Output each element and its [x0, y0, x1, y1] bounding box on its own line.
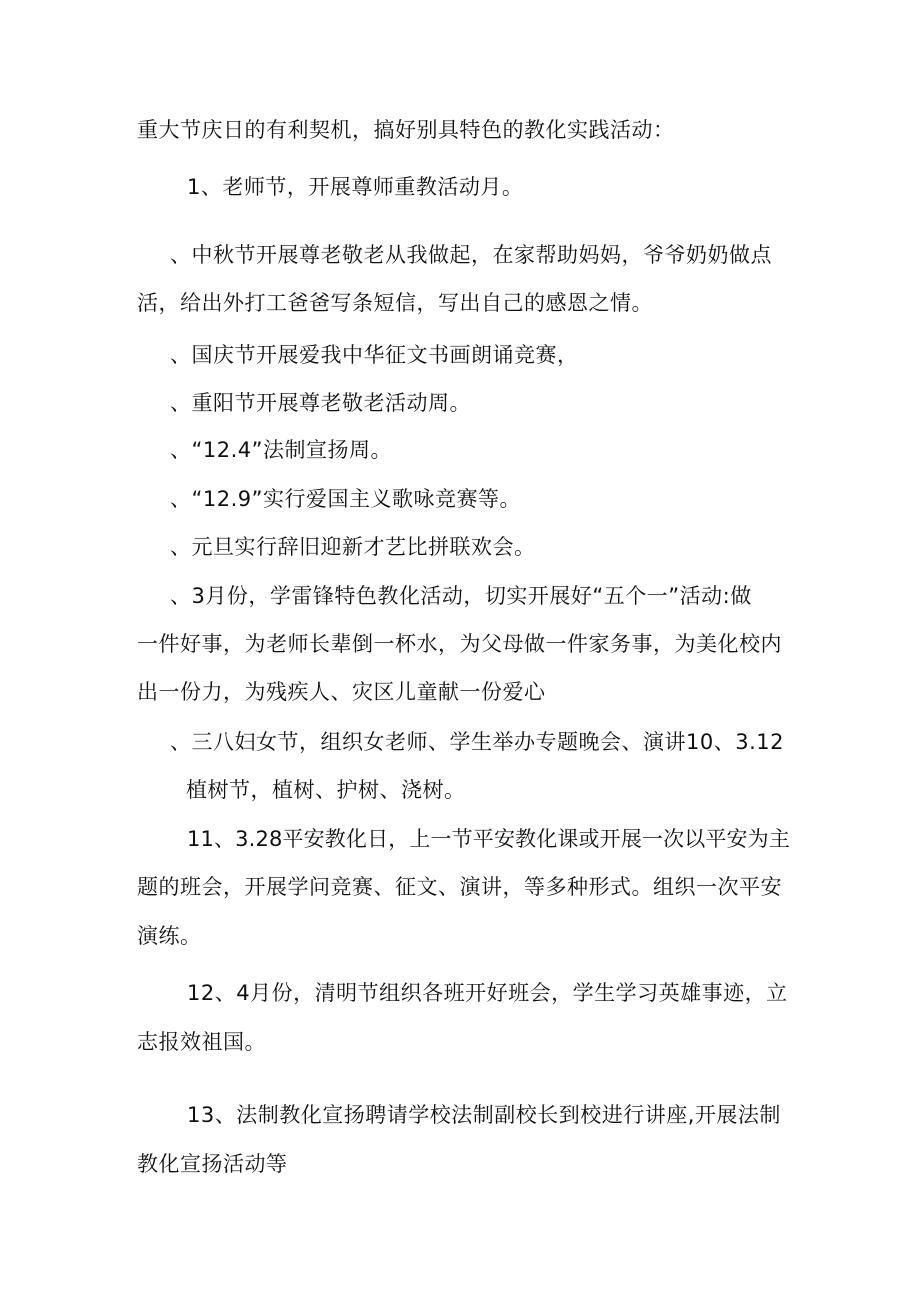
text-line: 志报效祖国。: [137, 1030, 266, 1054]
text-line: 出一份力，为残疾人、灾区儿童献一份爱心: [137, 680, 546, 704]
text-line: 、“12.4”法制宣扬周。: [170, 438, 393, 462]
text-line: 重大节庆日的有利契机，搞好别具特色的教化实践活动：: [137, 118, 675, 142]
text-line: 、三八妇女节，组织女老师、学生举办专题晚会、演讲10、3.12: [170, 730, 784, 754]
text-line: 、重阳节开展尊老敬老活动周。: [170, 391, 471, 415]
text-line: 植树节，植树、护树、浇树。: [186, 778, 466, 802]
text-line: 一件好事，为老师长辈倒一杯水，为父母做一件家务事，为美化校内: [137, 632, 782, 656]
text-line: 12、4月份，清明节组织各班开好班会，学生学习英雄事迹，立: [187, 981, 788, 1005]
text-line: 、元旦实行辞旧迎新才艺比拼联欢会。: [170, 535, 536, 559]
text-line: 演练。: [137, 924, 202, 948]
text-line: 、中秋节开展尊老敬老从我做起，在家帮助妈妈，爷爷奶奶做点: [170, 243, 772, 267]
text-line: 题的班会，开展学问竞赛、征文、演讲，等多种形式。组织一次平安: [137, 875, 782, 899]
text-line: 教化宣扬活动等: [137, 1152, 288, 1176]
text-line: 活，给出外打工爸爸写条短信，写出自己的感恩之情。: [137, 291, 653, 315]
text-line: 、“12.9”实行爱国主义歌咏竞赛等。: [170, 487, 522, 511]
text-line: 11、3.28平安教化日，上一节平安教化课或开展一次以平安为主: [187, 827, 790, 851]
text-line: 13、法制教化宣扬聘请学校法制副校长到校进行讲座,开展法制: [187, 1103, 781, 1127]
text-line: 1、老师节，开展尊师重教活动月。: [187, 175, 524, 199]
text-line: 、3月份，学雷锋特色教化活动，切实开展好“五个一”活动:做: [170, 584, 752, 608]
text-line: 、国庆节开展爱我中华征文书画朗诵竞赛，: [170, 343, 579, 367]
